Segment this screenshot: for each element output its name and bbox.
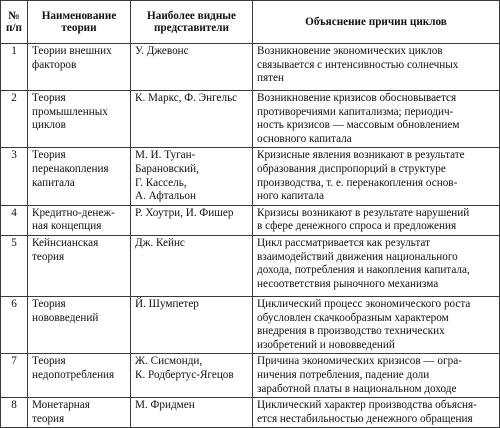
cell-explanation-line: Возникновение экономических циклов (257, 45, 443, 57)
cell-representatives (131, 398, 253, 428)
cell-theory-name-line: Монетарная (32, 399, 90, 412)
table-row (1, 354, 500, 398)
cell-number: 7 (1, 354, 28, 398)
header-number (1, 1, 28, 44)
cell-theory-name-line: Теория (32, 297, 66, 310)
cell-theory-name-line: нововведений (32, 311, 99, 324)
cell-representatives-line: М. Фридмен (135, 399, 195, 412)
header-representatives (131, 1, 253, 44)
cell-number: 4 (1, 205, 28, 235)
cell-explanation (253, 235, 500, 296)
cell-explanation-line: обусловлен скачкообразным характером (257, 311, 449, 324)
header-representatives-line: Наиболее видные (147, 9, 236, 22)
cell-theory-name-line: теория (32, 250, 65, 263)
cell-explanation-line: изобретений и нововведений (257, 338, 395, 351)
cell-representatives-line: К. Родбертус-Ягецов (135, 368, 234, 381)
cell-theory-name (28, 296, 131, 353)
cell-theory-name-line: промышленных (32, 105, 108, 118)
cell-explanation-line: Возникновение кризисов обосновывается (257, 92, 457, 104)
cell-theory-name-line: ная концепция (32, 220, 102, 233)
cell-representatives-line: Барановский, (135, 162, 199, 175)
cell-theory-name (28, 91, 131, 148)
table-row (1, 148, 500, 205)
header-row (1, 1, 500, 44)
cell-theory-name-line: перенакопления (32, 162, 109, 175)
cell-representatives (131, 44, 253, 91)
cell-explanation-line: взаимодействий движения национального (257, 250, 458, 263)
table-row (1, 91, 500, 148)
cell-explanation (253, 44, 500, 91)
cell-theory-name-line: Теория (32, 149, 66, 162)
cell-explanation-line: несоответствия рыночного механизма (257, 277, 439, 290)
cell-number: 1 (1, 44, 28, 91)
cell-representatives-line: У. Джевонс (135, 45, 189, 57)
header-theory-name (28, 1, 131, 44)
table-row (1, 44, 500, 91)
cell-explanation-line: ность кризисов — массовым обновлением (257, 119, 460, 132)
cell-representatives (131, 148, 253, 205)
cell-theory-name-line: недопотребления (32, 368, 115, 381)
header-number-line: п/п (5, 22, 22, 34)
cell-explanation-line: образования диспропорций в структуре (257, 162, 446, 175)
table-row (1, 296, 500, 353)
cell-theory-name (28, 398, 131, 428)
cell-theory-name-line: Теории внешних (32, 45, 112, 57)
cell-representatives (131, 235, 253, 296)
cell-explanation-line: в сфере денежного спроса и предложения (257, 220, 457, 233)
cell-explanation (253, 398, 500, 428)
cell-explanation (253, 148, 500, 205)
cell-explanation-line: внедрения в производство технических (257, 325, 445, 338)
cell-explanation (253, 91, 500, 148)
cell-explanation-line: Цикл рассматривается как результат (257, 236, 430, 249)
cell-theory-name-line: Теория (32, 92, 66, 104)
header-number-line: № (8, 9, 20, 22)
cell-representatives (131, 296, 253, 353)
cell-explanation (253, 296, 500, 353)
cell-explanation-line: Кризисы возникают в результате нарушений (257, 206, 470, 219)
cell-number: 8 (1, 398, 28, 428)
cell-explanation-line: противоречиями капитализма; периодич- (257, 105, 454, 118)
table-row (1, 205, 500, 235)
table-row (1, 398, 500, 428)
cell-theory-name-line: Кейнсианская (32, 236, 99, 249)
table-row (1, 235, 500, 296)
cell-explanation-line: заработной платы в национальном доходе (257, 382, 457, 395)
header-theory-name-line: Наименование (41, 9, 117, 22)
cell-representatives (131, 205, 253, 235)
cell-representatives-line: Р. Хоутри, И. Фишер (135, 206, 234, 219)
cell-explanation-line: пятен (257, 72, 284, 85)
cell-representatives-line: М. И. Туган- (135, 149, 196, 162)
header-theory-name-line: теории (61, 22, 97, 34)
cell-theory-name (28, 235, 131, 296)
cell-representatives-line: К. Маркс, Ф. Энгельс (135, 92, 238, 104)
cell-representatives (131, 354, 253, 398)
cell-representatives-line: Й. Шумпетер (135, 297, 199, 310)
cell-explanation-line: основного капитала (257, 132, 352, 145)
cell-number: 3 (1, 148, 28, 205)
cell-explanation-line: связывается с интенсивностью солнечных (257, 58, 459, 71)
cell-number: 5 (1, 235, 28, 296)
cell-explanation-line: Циклический процесс экономического роста (257, 297, 471, 310)
cell-theory-name-line: циклов (32, 119, 66, 132)
cell-theory-name-line: Теория (32, 355, 66, 368)
cell-representatives-line: Дж. Кейнс (135, 236, 185, 249)
header-explanation (253, 1, 500, 44)
cell-representatives-line: Ж. Сисмонди, (135, 355, 203, 368)
cell-representatives-line: А. Афтальон (135, 190, 196, 203)
cell-theory-name (28, 44, 131, 91)
cell-theory-name-line: капитала (32, 176, 75, 189)
cell-explanation (253, 354, 500, 398)
cell-representatives-line: Г. Кассель, (135, 176, 187, 189)
cell-theory-name-line: Кредитно-денеж- (32, 206, 115, 219)
cell-explanation-line: Кризисные явления возникают в результате (257, 149, 465, 162)
header-representatives-line: представители (153, 22, 229, 34)
cell-explanation-line: ничения потребления, падение доли (257, 368, 430, 381)
cell-theory-name (28, 148, 131, 205)
cell-explanation-line: Причина экономических кризисов — огра- (257, 355, 462, 368)
cell-theory-name (28, 205, 131, 235)
cell-explanation-line: ного капитала (257, 190, 324, 203)
cell-explanation-line: ется нестабильностью денежного обращения (257, 412, 473, 425)
cell-theory-name-line: факторов (32, 58, 77, 71)
header-explanation-line: Объяснение причин циклов (305, 15, 447, 28)
cell-explanation-line: Циклический характер производства объясня- (257, 399, 477, 412)
cell-explanation-line: производства, т. е. перенакопления основ- (257, 176, 458, 189)
cell-explanation (253, 205, 500, 235)
cell-explanation-line: дохода, потребления и накопления капитала, (257, 264, 470, 277)
cell-number: 6 (1, 296, 28, 353)
cell-representatives (131, 91, 253, 148)
cell-number: 2 (1, 91, 28, 148)
cell-theory-name-line: теория (32, 412, 65, 425)
cell-theory-name (28, 354, 131, 398)
